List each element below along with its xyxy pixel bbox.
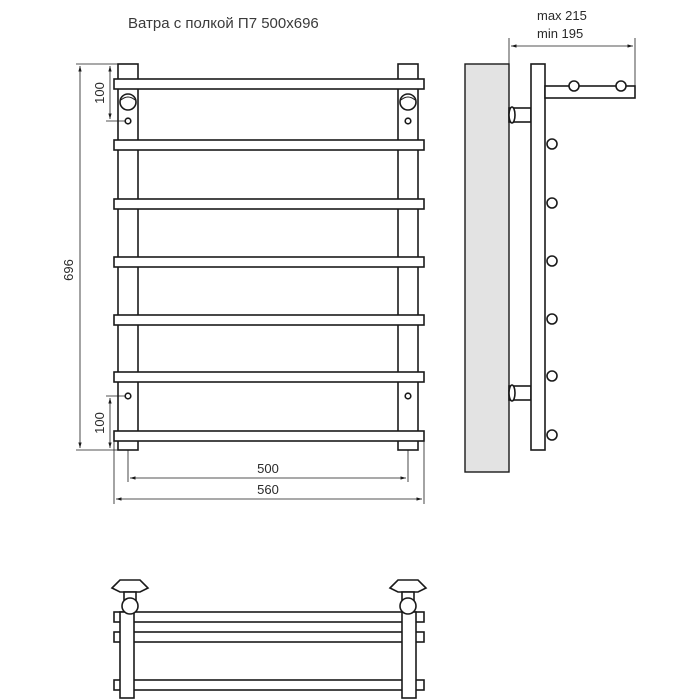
rung-section-icon [547,430,557,440]
crossbar [114,315,424,325]
total-width-label: 560 [257,482,279,497]
depth-max-label: max 215 [537,8,587,23]
rung-section-icon [547,198,557,208]
rung-section-icon [547,314,557,324]
mount-hole-icon [125,118,131,124]
connection-nut-icon [400,94,416,110]
rung-section-icon [547,371,557,381]
crossbar [114,257,424,267]
shelf-side-right [402,612,416,698]
drawing-title: Ватра с полкой П7 500х696 [128,15,319,32]
mount-hole-icon [125,393,131,399]
dimension-height [61,64,118,450]
crossbar [114,140,424,150]
bottom-spacing-label: 100 [92,412,107,434]
crossbar [114,431,424,441]
wall [465,64,509,472]
dimension-mount-width [128,450,408,482]
height-label: 696 [61,259,76,281]
rung-section-icon [547,139,557,149]
connection-nut-icon [120,94,136,110]
dimension-depth [509,8,635,86]
mount-hole-icon [405,393,411,399]
top-view [112,580,426,698]
depth-min-label: min 195 [537,26,584,41]
shelf-rail-icon [616,81,626,91]
wall-mount-right [390,580,426,614]
mount-width-label: 500 [257,461,279,476]
front-view [114,64,424,450]
shelf-rail-top [114,612,424,622]
side-post [531,64,545,450]
top-spacing-label: 100 [92,82,107,104]
shelf-rail-middle [114,632,424,642]
mount-hole-icon [405,118,411,124]
crossbar [114,199,424,209]
rung-section-icon [547,256,557,266]
shelf-side-left [120,612,134,698]
wall-mount-left [112,580,148,614]
crossbar [114,79,424,89]
shelf-rail-bottom [114,680,424,690]
crossbar [114,372,424,382]
shelf-rail-icon [569,81,579,91]
side-view [465,64,635,472]
